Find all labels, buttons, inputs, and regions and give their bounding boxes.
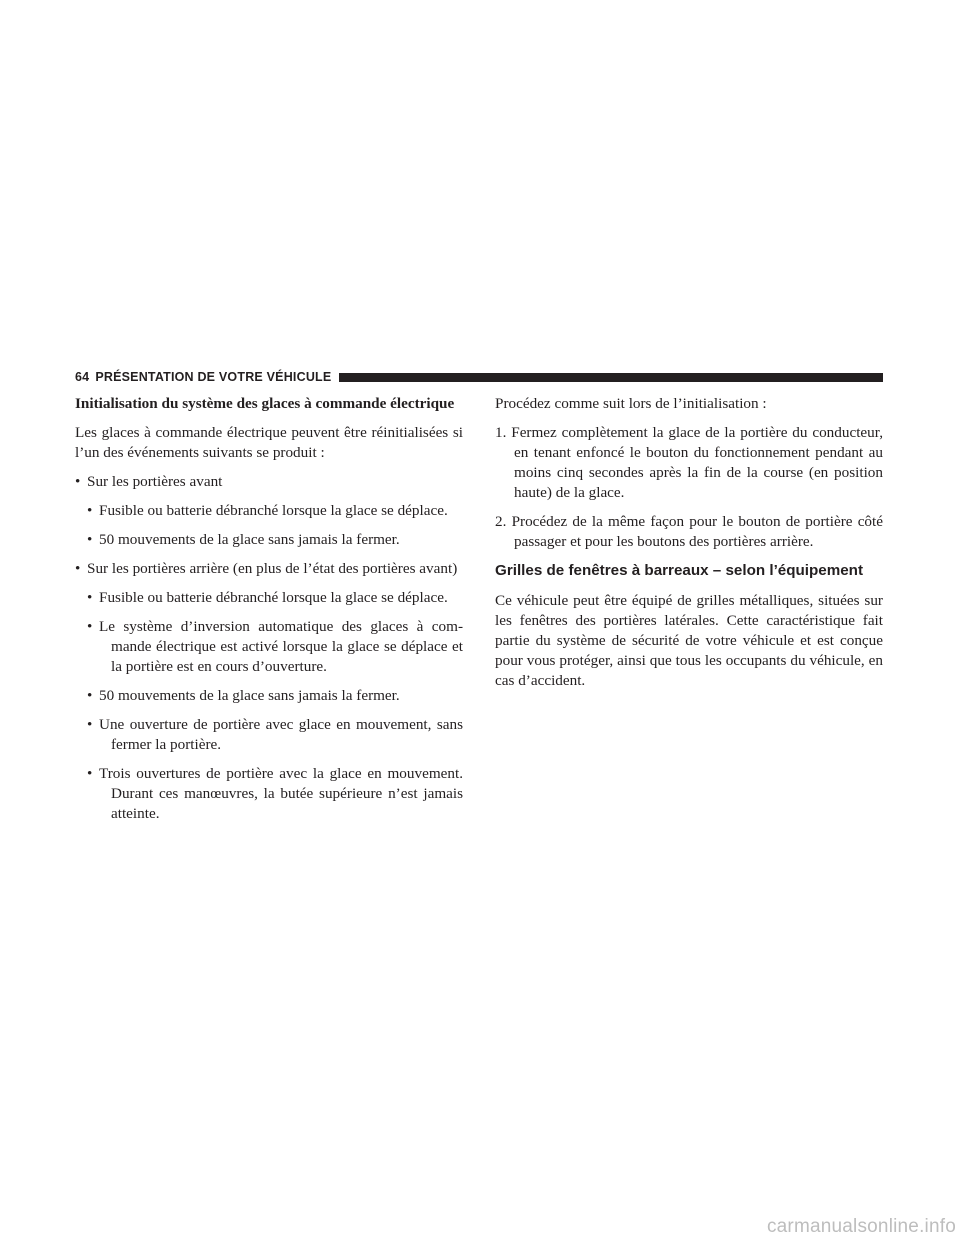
numbered-step: 2. Procédez de la même façon pour le bouton de portière côté passager et pour les boutons des portières arrière. — [495, 513, 883, 550]
list-item-text: 50 mouvements de la glace sans jamais la fermer. — [99, 687, 400, 704]
section-heading: Initialisation du système des glaces à commande électrique — [75, 395, 455, 412]
list-item-text: Fusible ou batterie débranché lorsque la glace se déplace. — [99, 502, 448, 519]
bullet-icon: • — [87, 765, 93, 782]
page-number: 64 — [75, 370, 90, 384]
right-column — [495, 394, 883, 700]
bullet-icon: • — [87, 502, 93, 519]
left-column — [75, 394, 463, 833]
list-item-text: Une ouverture de portière avec glace en mouvement, sans fermer la portière. — [99, 716, 463, 753]
list-item — [87, 715, 463, 755]
list-item-text: Le système d’inversion automatique des glaces à commande électrique est activé lorsque la glace se déplace et la portière est en cours d’ouverture. — [99, 618, 463, 675]
list-item — [87, 764, 463, 824]
list-item — [87, 501, 463, 521]
list-item — [75, 472, 463, 492]
bullet-icon: • — [87, 618, 93, 635]
header-rule — [339, 373, 883, 382]
list-item — [495, 423, 883, 503]
bullet-icon: • — [87, 687, 93, 704]
running-header — [75, 368, 883, 386]
list-item-text: Sur les portières arrière (en plus de l’état des portières avant) — [87, 560, 458, 577]
list-item-text: Sur les portières avant — [87, 473, 223, 490]
numbered-step: 1. Fermez complètement la glace de la portière du conducteur, en tenant enfoncé le bouton du fonctionnement pendant au moins cinq secondes après la fin de la course (en position haute) de la glace. — [495, 424, 883, 501]
intro-paragraph: Les glaces à commande électrique peuvent être réinitialisées si l’un des événements suivants se produit : — [75, 424, 463, 461]
list-item-text: Fusible ou batterie débranché lorsque la glace se déplace. — [99, 589, 448, 606]
list-item-text: Trois ouvertures de portière avec la glace en mouvement. Durant ces manœuvres, la butée supérieure n’est jamais atteinte. — [99, 765, 463, 822]
list-item — [75, 559, 463, 579]
subsection-heading: Grilles de fenêtres à barreaux – selon l’équipement — [495, 562, 864, 579]
bullet-icon: • — [87, 716, 93, 733]
list-item — [87, 617, 463, 677]
bullet-icon: • — [75, 473, 81, 490]
list-item-text: 50 mouvements de la glace sans jamais la fermer. — [99, 531, 400, 548]
bullet-icon: • — [75, 560, 81, 577]
list-item — [87, 530, 463, 550]
list-item — [87, 588, 463, 608]
list-item — [495, 512, 883, 552]
watermark: carmanualsonline.info — [766, 1216, 956, 1237]
body-paragraph: Ce véhicule peut être équipé de grilles métalliques, situées sur les fenêtres des portières latérales. Cette caractéristique fait partie du système de sécurité de votre véhicule et est conçue pour vous protéger, ainsi que tous les occupants du véhicule, en cas d’accident. — [495, 592, 883, 689]
bullet-icon: • — [87, 589, 93, 606]
section-title: PRÉSENTATION DE VOTRE VÉHICULE — [95, 370, 332, 384]
procedure-intro: Procédez comme suit lors de l’initialisation : — [495, 395, 767, 412]
bullet-icon: • — [87, 531, 93, 548]
list-item — [87, 686, 463, 706]
